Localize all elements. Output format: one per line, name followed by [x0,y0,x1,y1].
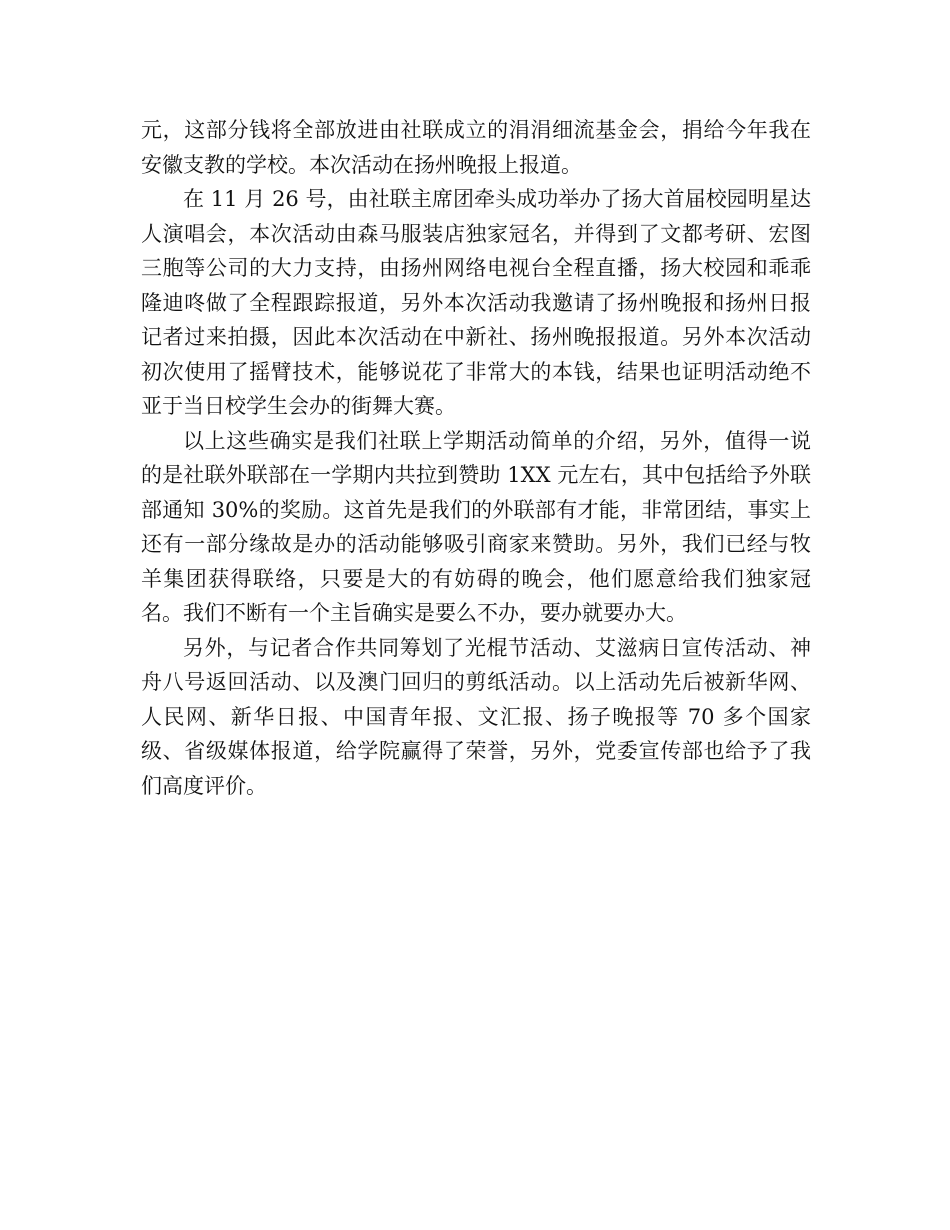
paragraph-sponsorship: 以上这些确实是我们社联上学期活动简单的介绍，另外，值得一说的是社联外联部在一学期内共拉到赞助 1XX 元左右，其中包括给予外联部通知 30%的奖励。这首先是我们的外联部有才能，非常团结，事实上还有一部分缘故是办的活动能够吸引商家来赞助。另外，我们已经与牧羊集团获得联络，只要是大的有妨碍的晚会，他们愿意给我们独家冠名。我们不断有一个主旨确实是要么不办，要办就要办大。 [141,428,811,625]
paragraph-continuation: 元，这部分钱将全部放进由社联成立的涓涓细流基金会，捐给今年我在安徽支教的学校。本次活动在扬州晚报上报道。 [141,118,811,177]
paragraph-concert-event: 在 11 月 26 号，由社联主席团牵头成功举办了扬大首届校园明星达人演唱会，本次活动由森马服装店独家冠名，并得到了文都考研、宏图三胞等公司的大力支持，由扬州网络电视台全程直播，扬大校园和乖乖隆迪咚做了全程跟踪报道，另外本次活动我邀请了扬州晚报和扬州日报记者过来拍摄，因此本次活动在中新社、扬州晚报报道。另外本次活动初次使用了摇臂技术，能够说花了非常大的本钱，结果也证明活动绝不亚于当日校学生会办的街舞大赛。 [141,187,811,418]
document-body [141,113,811,803]
paragraph-media-coverage: 另外，与记者合作共同筹划了光棍节活动、艾滋病日宣传活动、神舟八号返回活动、以及澳门回归的剪纸活动。以上活动先后被新华网、人民网、新华日报、中国青年报、文汇报、扬子晚报等 70 多个国家级、省级媒体报道，给学院赢得了荣誉，另外，党委宣传部也给予了我们高度评价。 [141,635,811,798]
